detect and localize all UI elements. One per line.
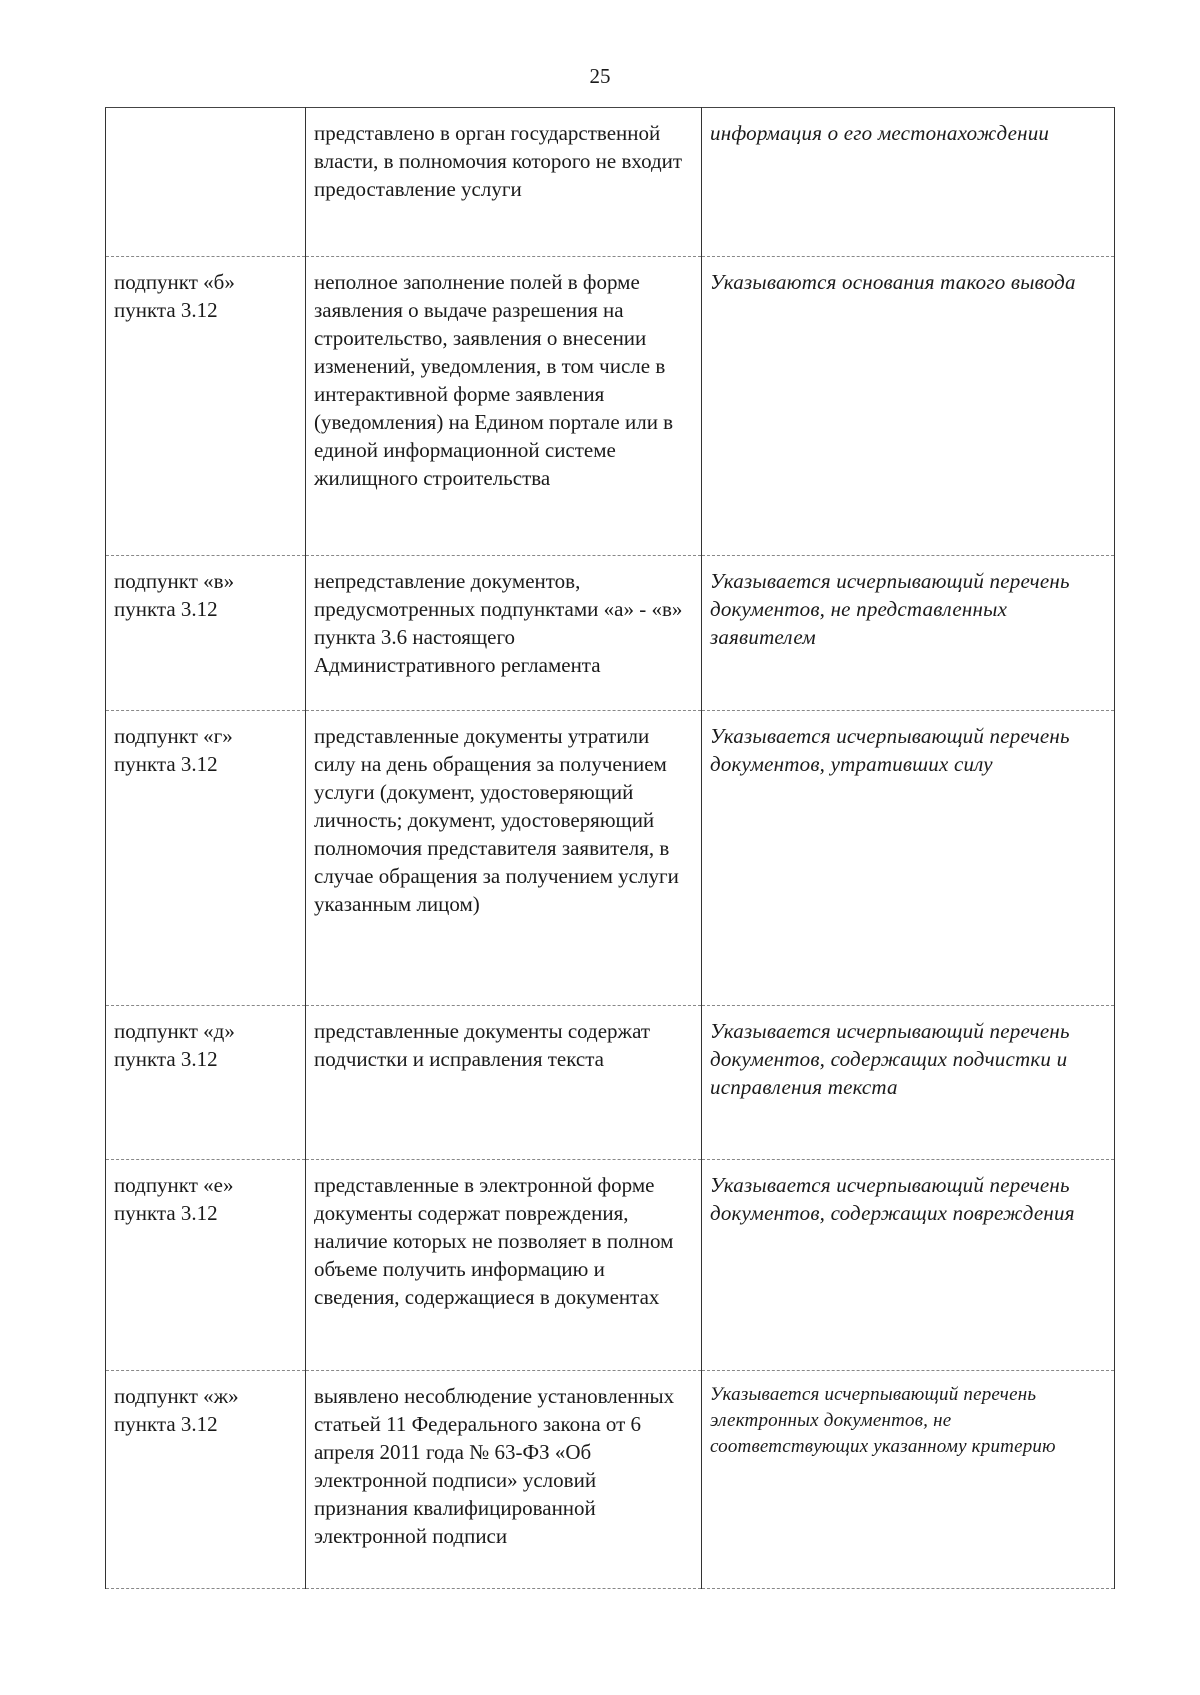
subpoint-cell: подпункт «б» пункта 3.12 [106,257,306,556]
table-row [106,257,1115,556]
reason-cell: Указывается исчерпывающий перечень электронных документов, не соответствующих указанному критерию [702,1371,1115,1589]
subpoint-cell: подпункт «е» пункта 3.12 [106,1160,306,1371]
table-row [106,556,1115,711]
table-row [106,108,1115,257]
ground-cell: представлено в орган государственной власти, в полномочия которого не входит предоставление услуги [306,108,702,257]
ground-cell: выявлено несоблюдение установленных статьей 11 Федерального закона от 6 апреля 2011 года № 63-ФЗ «Об электронной подписи» условий признания квалифицированной электронной подписи [306,1371,702,1589]
ground-cell: представленные документы утратили силу на день обращения за получением услуги (документ, удостоверяющий личность; документ, удостоверяющий полномочия представителя заявителя, в случае обращения за получением услуги указанным лицом) [306,711,702,1006]
table-row [106,711,1115,1006]
reason-cell: информация о его местонахождении [702,108,1115,257]
ground-cell: представленные в электронной форме документы содержат повреждения, наличие которых не позволяет в полном объеме получить информацию и сведения, содержащиеся в документах [306,1160,702,1371]
reason-cell: Указывается исчерпывающий перечень документов, содержащих подчистки и исправления текста [702,1006,1115,1160]
subpoint-cell: подпункт «д» пункта 3.12 [106,1006,306,1160]
table-row [106,1371,1115,1589]
reason-cell: Указывается исчерпывающий перечень документов, утративших силу [702,711,1115,1006]
subpoint-cell: подпункт «г» пункта 3.12 [106,711,306,1006]
subpoint-cell: подпункт «в» пункта 3.12 [106,556,306,711]
table-row [106,1160,1115,1371]
ground-cell: непредставление документов, предусмотренных подпунктами «а» - «в» пункта 3.6 настоящего Административного регламента [306,556,702,711]
subpoint-cell [106,108,306,257]
reason-cell: Указываются основания такого вывода [702,257,1115,556]
reason-cell: Указывается исчерпывающий перечень документов, не представленных заявителем [702,556,1115,711]
refusal-grounds-table [105,107,1115,1589]
table-row [106,1006,1115,1160]
subpoint-cell: подпункт «ж» пункта 3.12 [106,1371,306,1589]
page-number: 25 [589,64,611,88]
reason-cell: Указывается исчерпывающий перечень документов, содержащих повреждения [702,1160,1115,1371]
ground-cell: неполное заполнение полей в форме заявления о выдаче разрешения на строительство, заявления о внесении изменений, уведомления, в том числе в интерактивной форме заявления (уведомления) на Едином портале или в единой информационной системе жилищного строительства [306,257,702,556]
ground-cell: представленные документы содержат подчистки и исправления текста [306,1006,702,1160]
